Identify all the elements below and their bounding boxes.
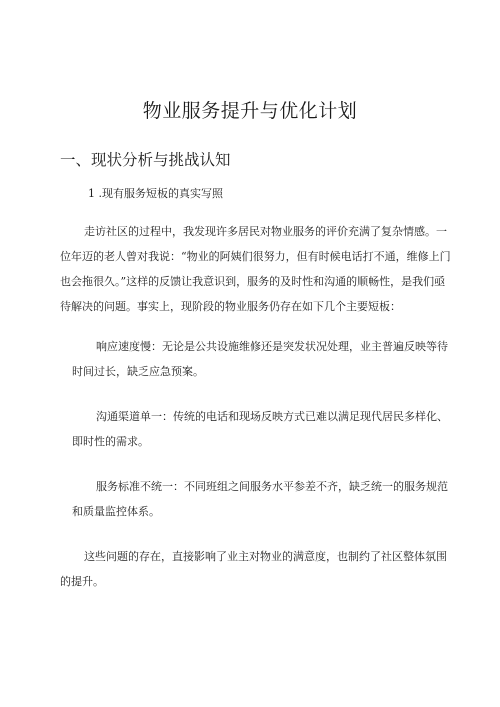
subsection-heading: 1 .现有服务短板的真实写照 xyxy=(88,187,223,200)
shortcoming-item: 响应速度慢：无论是公共设施维修还是突发状况处理，业主普遍反映等待时间过长，缺乏应急预案。 xyxy=(72,340,448,378)
document-title: 物业服务提升与优化计划 xyxy=(142,100,358,122)
shortcoming-item: 沟通渠道单一：传统的电话和现场反映方式已难以满足现代居民多样化、即时性的需求。 xyxy=(72,410,448,448)
shortcoming-item: 服务标准不统一：不同班组之间服务水平参差不齐，缺乏统一的服务规范和质量监控体系。 xyxy=(72,480,448,518)
section-heading: 一、现状分析与挑战认知 xyxy=(60,151,231,169)
intro-paragraph: 走访社区的过程中，我发现许多居民对物业服务的评价充满了复杂情感。一位年迈的老人曾对我说：“物业的阿姨们很努力，但有时候电话打不通，维修上门也会拖很久。”这样的反馈让我意识到，服务的及时性和沟通的顺畅性，是我们亟待解决的问题。事实上，现阶段的物业服务仍存在如下几个主要短板： xyxy=(60,225,451,313)
conclusion-paragraph: 这些问题的存在，直接影响了业主对物业的满意度，也制约了社区整体氛围的提升。 xyxy=(60,550,447,588)
